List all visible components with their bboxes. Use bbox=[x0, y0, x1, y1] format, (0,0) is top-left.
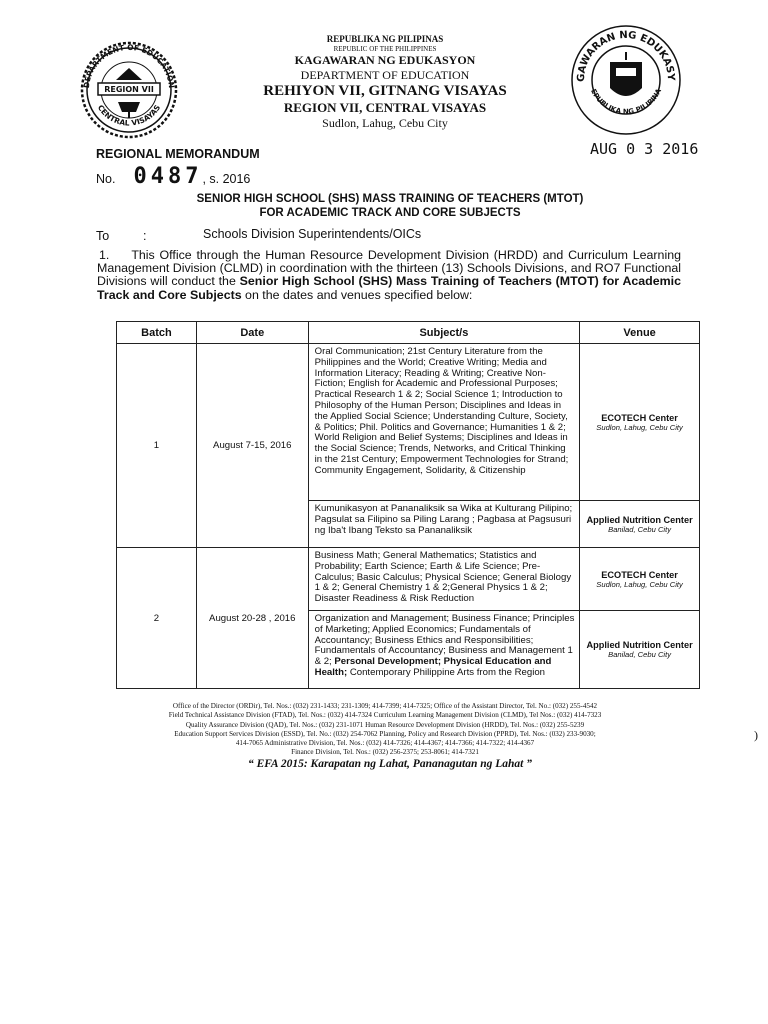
header-batch: Batch bbox=[117, 322, 197, 344]
header-date: Date bbox=[196, 322, 308, 344]
letterhead bbox=[230, 34, 540, 130]
memo-subject bbox=[130, 192, 650, 221]
subjects-cell: Kumunikasyon at Pananaliksik sa Wika at Kulturang Pilipino; Pagsulat sa Filipino sa Piling Larang ; Pagbasa at Pagsusuri ng Iba't Ibang Teksto sa Pananaliksik bbox=[308, 501, 580, 548]
paragraph-tail: on the dates and venues specified below: bbox=[241, 287, 473, 302]
venue-cell bbox=[580, 501, 700, 548]
venue-location: Sudlon, Lahug, Cebu City bbox=[596, 422, 683, 432]
schedule-table bbox=[116, 321, 700, 689]
svg-text:DEPARTMENT OF EDUCATION: DEPARTMENT OF EDUCATION bbox=[81, 42, 177, 89]
footer-line-3: Quality Assurance Division (QAD), Tel. Nos.: (032) 231-1071 Human Resource Development Division (HRDD), Tel. Nos.: (032) 255-5239 bbox=[185, 720, 585, 729]
subjects-cell: Business Math; General Mathematics; Statistics and Probability; Earth Science; Earth & Life Science; Pre-Calculus; Basic Calculus; Physical Science; General Biology 1 & 2; General Chemistry 1 & 2;General Physics 1 & 2; Disaster Readiness & Risk Reduction bbox=[308, 548, 580, 611]
batch-cell: 1 bbox=[117, 344, 197, 548]
to-recipients: Schools Division Superintendents/OICs bbox=[203, 227, 422, 241]
subjects-cell bbox=[308, 611, 580, 689]
venue-location: Sudlon, Lahug, Cebu City bbox=[596, 579, 683, 589]
header-line-3: KAGAWARAN NG EDUKASYON bbox=[294, 53, 476, 68]
deped-seal bbox=[570, 24, 682, 136]
to-colon: : bbox=[143, 229, 147, 243]
header-line-1: REPUBLIKA NG PILIPINAS bbox=[326, 34, 444, 44]
footer-line-2: Field Technical Assistance Division (FTAD), Tel. Nos.: (032) 414-7324 Curriculum Learning Management Division (CLMD), Tel Nos.: (032) 414-7323 bbox=[168, 711, 602, 720]
footer-line-1: Office of the Director (ORDir), Tel. Nos.: (032) 231-1433; 231-1309; 414-7399; 414-7325; Office of the Assistant Director, Tel. No.: (032) 255-4542 bbox=[172, 702, 598, 710]
memo-type: REGIONAL MEMORANDUM bbox=[96, 147, 260, 161]
date-cell: August 20-28 , 2016 bbox=[196, 548, 308, 689]
date-cell: August 7-15, 2016 bbox=[196, 344, 308, 548]
svg-text:REGION VII: REGION VII bbox=[104, 85, 154, 94]
venue-cell bbox=[580, 611, 700, 689]
table-header-row bbox=[117, 322, 700, 344]
paragraph-text: This Office through the Human Resource Development Division (HRDD) and Curriculum Learning Management Division (CLMD) in coordination with the thirteen (13) Schools Divisions, and RO7 Functional Divisions will conduct the bbox=[97, 248, 682, 289]
memo-series: , s. 2016 bbox=[202, 172, 251, 186]
header-line-2: REPUBLIC OF THE PHILIPPINES bbox=[333, 44, 437, 53]
memo-number: 0487 bbox=[133, 164, 203, 189]
footer-line-6: Finance Division, Tel. Nos.: (032) 256-2375; 253-8061; 414-7321 bbox=[291, 748, 479, 757]
venue-name: ECOTECH Center bbox=[601, 412, 678, 423]
footer-line-4: Education Support Services Division (ESSD), Tel. No.: (032) 254-7062 Planning, Policy and Research Division (PPRD), Tel. Nos.: (032) 233-9030; bbox=[174, 729, 596, 738]
header-line-7: Sudlon, Lahug, Cebu City bbox=[322, 115, 448, 130]
venue-cell bbox=[580, 344, 700, 501]
footer-line-5: 414-7065 Administrative Division, Tel. Nos.: (032) 414-7326; 414-4367; 414-7366; 414-7322; 414-4367 bbox=[235, 739, 535, 748]
venue-location: Banilad, Cebu City bbox=[608, 524, 672, 534]
subjects-bold: Personal Development; Physical Education and Health; bbox=[314, 656, 552, 678]
contact-footer bbox=[90, 702, 680, 758]
venue-cell bbox=[580, 548, 700, 611]
deped-region-vii-seal bbox=[74, 40, 184, 140]
header-venue: Venue bbox=[580, 322, 700, 344]
date-stamp: AUG 0 3 2016 bbox=[590, 140, 699, 158]
svg-text:REPUBLIKA NG PILIPINAS: EPUBLIKA NG PILIPINA bbox=[589, 87, 664, 116]
margin-mark: ) bbox=[754, 728, 758, 742]
batch-cell: 2 bbox=[117, 548, 197, 689]
to-label: To bbox=[96, 229, 110, 243]
subjects-tail: Contemporary Philippine Arts from the Region bbox=[347, 666, 546, 678]
subjects-cell: Oral Communication; 21st Century Literature from the Philippines and the World; Creative Writing; Media and Information Literacy; Reading & Writing; Creative Non-Fiction; English for Academic and Professional Purposes; Practical Research 1 & 2; Social Science 1; Introduction to Philosophy of the Human Person; Disciplines and Ideas in the Applied Social Science; Understanding Culture, Society, & Politics; Phil. Politics and Governance; Humanities 1 & 2; World Religion and Belief Systems; Disciplines and Ideas in the Social Science; Trends, Networks, and Critical Thinking in the 21st Century; Empowerment Technologies for Strand; Community Engagement, Solidarity, & Citizenship bbox=[308, 344, 580, 501]
venue-location: Banilad, Cebu City bbox=[608, 650, 672, 659]
svg-text:CENTRAL VISAYAS: CENTRAL VISAYAS bbox=[95, 103, 163, 128]
header-line-6: REGION VII, CENTRAL VISAYAS bbox=[283, 99, 487, 115]
memo-no-label: No. bbox=[96, 172, 116, 186]
table-row bbox=[117, 344, 700, 501]
header-subjects: Subject/s bbox=[308, 322, 580, 344]
header-line-4: DEPARTMENT OF EDUCATION bbox=[300, 67, 470, 82]
venue-name: Applied Nutrition Center bbox=[586, 640, 693, 650]
body-paragraph bbox=[97, 249, 681, 302]
table-row bbox=[117, 548, 700, 611]
paragraph-bold: Senior High School (SHS) Mass Training of Teachers (MTOT) for Academic Track and Core Subjects bbox=[97, 274, 681, 302]
subjects-text: Organization and Management; Business Finance; Principles of Marketing; Applied Economics; Fundamentals of Accountancy; Business Ethics and Responsibilities; Fundamentals of Accountancy; Business and Management 1 & 2; bbox=[314, 613, 575, 668]
header-line-5: REHIYON VII, GITNANG VISAYAS bbox=[263, 82, 507, 99]
subject-line-1: SENIOR HIGH SCHOOL (SHS) MASS TRAINING OF TEACHERS (MTOT) bbox=[196, 193, 584, 205]
svg-text:KAGAWARAN NG EDUKASYON: GAWARAN NG EDUKASY bbox=[575, 29, 677, 83]
venue-name: Applied Nutrition Center bbox=[586, 514, 693, 525]
paragraph-number: 1. bbox=[99, 248, 110, 262]
venue-name: ECOTECH Center bbox=[601, 569, 678, 580]
subject-line-2: FOR ACADEMIC TRACK AND CORE SUBJECTS bbox=[259, 207, 521, 220]
memo-number-line bbox=[96, 164, 250, 189]
motto: “ EFA 2015: Karapatan ng Lahat, Pananagutan ng Lahat ” bbox=[248, 758, 532, 770]
